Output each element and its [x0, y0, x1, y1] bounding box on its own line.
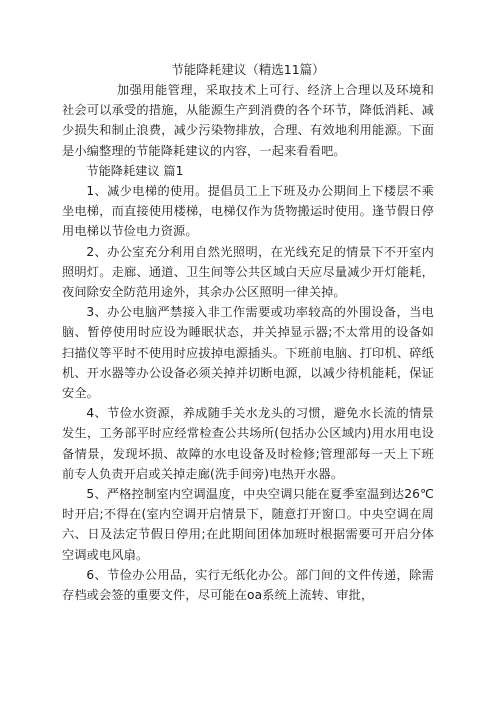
intro-paragraph: 加强用能管理，采取技术上可行、经济上合理以及环境和社会可以承受的措施，从能源生产到消费的各个环节，降低消耗、减少损失和制止浪费，减少污染物排放，合理、有效地利用能源。下面是小编整理的节能降耗建议的内容，一起来看看吧。 — [62, 83, 434, 158]
suggestion-item-4: 4、节俭水资源，养成随手关水龙头的习惯，避免水长流的情景发生，工务部平时应经常检查公共场所(包括办公区域内)用水用电设备情景，发现坏损、故障的水电设备及时检修;管理部每一天上下班前专人负责开启或关掉走廊(洗手间旁)电热开水器。 — [62, 406, 434, 481]
suggestion-item-1: 1、减少电梯的使用。提倡员工上下班及办公期间上下楼层不乘坐电梯，而直接使用楼梯，电梯仅作为货物搬运时使用。逢节假日停用电梯以节俭电力资源。 — [62, 184, 434, 239]
suggestion-item-3: 3、办公电脑严禁接入非工作需要或功率较高的外围设备，当电脑、暂停使用时应设为睡眠状态，并关掉显示器;不太常用的设备如扫描仪等平时不使用时应拔掉电源插头。下班前电脑、打印机、碎纸机、开水器等办公设备必须关掉并切断电源，以减少待机能耗，保证安全。 — [62, 305, 434, 401]
suggestion-item-2: 2、办公室充分利用自然光照明，在光线充足的情景下不开室内照明灯。走廊、通道、卫生间等公共区域白天应尽量减少开灯能耗，夜间除安全防范用途外，其余办公区照明一律关掉。 — [62, 244, 434, 300]
suggestion-item-6: 6、节俭办公用品，实行无纸化办公。部门间的文件传递，除需存档或会签的重要文件，尽可能在oa系统上流转、审批， — [62, 567, 434, 603]
suggestion-item-5: 5、严格控制室内空调温度，中央空调只能在夏季室温到达26℃时开启;不得在(室内空调开启情景下，随意打开窗口。中央空调在周六、日及法定节假日停用;在此期间团体加班时根据需要可开启分体空调或电风扇。 — [62, 487, 434, 562]
section-heading: 节能降耗建议 篇1 — [86, 163, 184, 178]
document-title: 节能降耗建议（精选11篇） — [171, 62, 325, 77]
document-page — [62, 60, 434, 605]
